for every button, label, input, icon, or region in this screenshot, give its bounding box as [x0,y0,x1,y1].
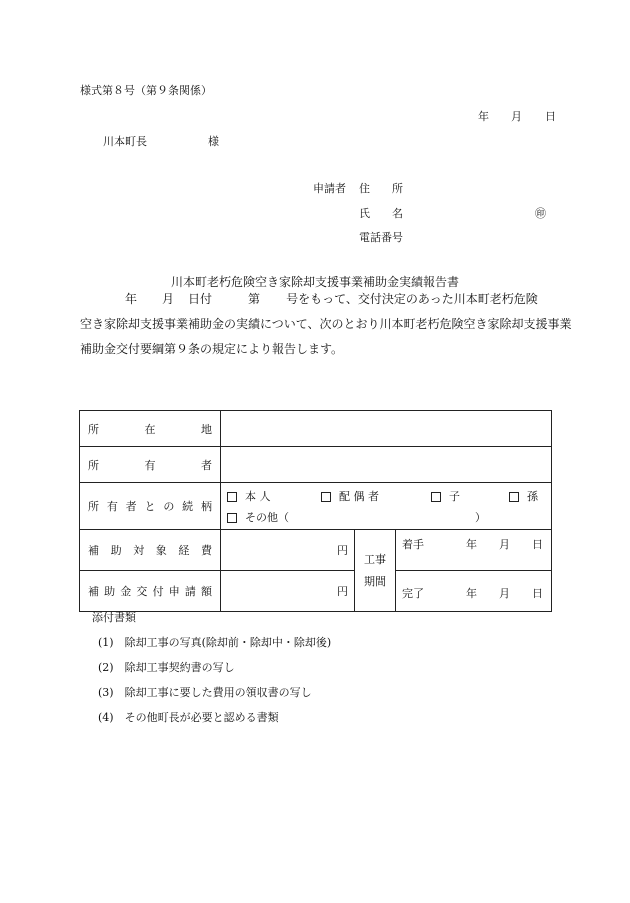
start-month: 月 [499,538,510,551]
attachment-item: (3) 除却工事に要した費用の領収書の写し [98,686,312,699]
option-spouse-label: 配 偶 者 [339,490,379,503]
kouji-line-1: 工事 [364,552,386,566]
kouji-line-2: 期間 [364,574,386,588]
row-owner [80,447,552,483]
end-day: 日 [532,587,543,600]
label-char: 補 [88,585,99,598]
option-child-label: 子 [449,490,460,503]
option-other-close: ） [475,511,486,524]
label-char: 象 [155,544,167,557]
date-day-label: 日 [545,110,556,123]
row-apply [80,571,552,612]
cost-label-text [80,542,220,558]
row-location [80,411,552,447]
attachments-heading: 添付書類 [92,611,136,624]
label-char: 交 [136,585,148,598]
checkbox[interactable] [227,492,237,502]
label-char: 申 [168,585,180,598]
yen-unit: 円 [337,544,348,557]
document-title: 川本町老朽危険空き家除却支援事業補助金実績報告書 [170,275,459,289]
body-line-1 [80,287,562,312]
relation-label-text [80,498,220,514]
start-date-field[interactable] [396,530,552,571]
apply-field[interactable] [221,571,355,612]
construction-period-label [355,530,396,612]
option-self[interactable] [227,488,271,504]
apply-label-text [80,583,220,599]
owner-field[interactable] [221,447,552,483]
label-char: 付 [152,585,164,598]
option-child[interactable] [431,488,460,504]
yen-unit: 円 [337,585,348,598]
body-month: 月 [162,292,175,306]
end-month: 月 [499,587,510,600]
relation-label [80,483,221,530]
label-char: 助 [104,585,116,598]
row-cost [80,530,552,571]
checkbox[interactable] [227,513,237,523]
start-day: 日 [532,538,543,551]
end-date-field[interactable] [396,571,552,612]
name-label: 氏 名 [359,207,403,220]
option-grandchild[interactable] [509,488,538,504]
label-char: 有 [106,500,118,513]
option-spouse[interactable] [321,488,379,504]
addressee-honorific: 様 [208,135,219,148]
label-char: 額 [200,585,212,598]
attachment-item: (2) 除却工事契約書の写し [98,661,235,674]
checkbox[interactable] [509,492,519,502]
option-other[interactable] [227,509,289,525]
body-line-1-rest: 号をもって、交付決定のあった川本町老朽危険 [286,292,538,306]
body-line-2: 空き家除却支援事業補助金の実績について、次のとおり川本町老朽危険空き家除却支援事業 [80,317,572,331]
date-month-label: 月 [511,110,522,123]
checkbox[interactable] [431,492,441,502]
label-char: 助 [110,544,122,557]
option-self-label: 本 人 [245,490,271,503]
relation-options [221,483,552,530]
label-char: の [163,500,175,513]
label-char: 金 [120,585,132,598]
phone-label: 電話番号 [359,231,403,244]
date-year-label: 年 [478,110,489,123]
option-grandchild-label: 孫 [527,490,538,503]
location-label [80,411,221,447]
end-label: 完了 [402,587,424,600]
start-label: 着手 [402,538,424,551]
report-table [79,410,552,612]
label-char: 所 [88,500,99,513]
body-paragraph [80,287,572,362]
label-char: 地 [201,422,212,436]
label-char: 所 [88,458,99,472]
apply-label [80,571,221,612]
label-char: 者 [125,500,137,513]
body-day: 日付 [188,292,213,306]
label-char: 費 [200,544,212,557]
cost-field[interactable] [221,530,355,571]
label-char: 柄 [200,500,212,513]
option-other-label: その他（ [245,511,289,524]
applicant-label: 申請者 [313,182,346,195]
label-char: 有 [144,458,156,472]
label-char: 補 [88,544,99,557]
address-label: 住 所 [359,182,403,195]
body-line-3: 補助金交付要綱第９条の規定により報告します。 [80,342,344,356]
label-char: 経 [178,544,190,557]
label-char: と [144,500,156,513]
body-year: 年 [125,292,138,306]
location-field[interactable] [221,411,552,447]
start-year: 年 [466,538,477,551]
owner-label-text [80,457,220,473]
owner-label [80,447,221,483]
body-number: 第 [248,292,261,306]
location-label-text [80,421,220,437]
attachment-item: (4) その他町長が必要と認める書類 [98,711,279,724]
seal-mark: ㊞ [535,207,546,220]
label-char: 対 [133,544,145,557]
label-char: 所 [88,422,99,436]
label-char: 在 [144,422,156,436]
label-char: 者 [201,458,212,472]
label-char: 続 [182,500,194,513]
addressee: 川本町長 [103,135,147,148]
form-number: 様式第８号（第９条関係） [80,84,212,97]
attachment-item: (1) 除却工事の写真(除却前・除却中・除却後) [98,636,332,649]
row-relation [80,483,552,530]
label-char: 請 [184,585,196,598]
end-year: 年 [466,587,477,600]
cost-label [80,530,221,571]
checkbox[interactable] [321,492,331,502]
